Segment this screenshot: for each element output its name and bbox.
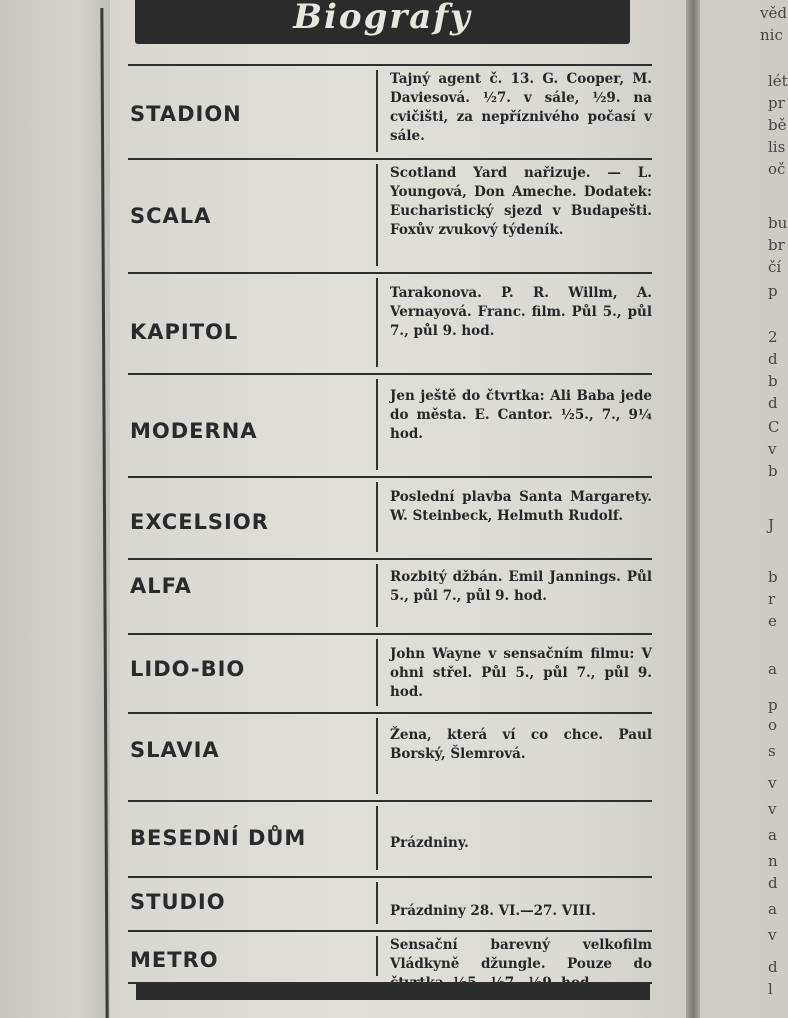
column-divider bbox=[376, 278, 378, 367]
adjacent-page-text: věd bbox=[760, 4, 787, 22]
adjacent-page-text: l bbox=[768, 980, 773, 998]
adjacent-page-text: s bbox=[768, 742, 776, 760]
footer-rule bbox=[136, 984, 650, 1000]
adjacent-page-text: a bbox=[768, 660, 777, 678]
program-text: Tajný agent č. 13. G. Cooper, M. Daviesová. ½7. v sále, ½9. na cvičišti, za nepříznivého počasí v sále. bbox=[390, 71, 652, 144]
adjacent-page-text: o bbox=[768, 716, 778, 734]
cinema-row bbox=[126, 558, 654, 633]
cinema-name: STADION bbox=[130, 102, 242, 126]
column-divider bbox=[376, 718, 378, 794]
column-divider bbox=[376, 639, 378, 706]
adjacent-page-text: bě bbox=[768, 116, 787, 134]
adjacent-page-text: pr bbox=[768, 94, 785, 112]
column-divider bbox=[376, 936, 378, 976]
cinema-name: SLAVIA bbox=[130, 738, 220, 762]
adjacent-page-text: a bbox=[768, 826, 777, 844]
cinema-name: MODERNA bbox=[130, 419, 258, 443]
cinema-row bbox=[126, 800, 654, 876]
adjacent-page-text: bu bbox=[768, 214, 788, 232]
cinema-row bbox=[126, 272, 654, 373]
cinema-name: KAPITOL bbox=[130, 320, 239, 344]
cinema-name: BESEDNÍ DŮM bbox=[130, 826, 307, 850]
adjacent-page-text: 2 bbox=[768, 328, 778, 346]
program-text: John Wayne v sensačním filmu: V ohni střel. Půl 5., půl 7., půl 9. hod. bbox=[390, 646, 652, 700]
column-divider bbox=[376, 882, 378, 924]
adjacent-page-text: n bbox=[768, 852, 778, 870]
adjacent-page-text: d bbox=[768, 350, 778, 368]
adjacent-page-text: a bbox=[768, 900, 777, 918]
program-text: Prázdniny 28. VI.—27. VIII. bbox=[390, 903, 596, 919]
adjacent-page-text: d bbox=[768, 958, 778, 976]
adjacent-page-text: br bbox=[768, 236, 785, 254]
cinema-name: ALFA bbox=[130, 574, 192, 598]
column-divider bbox=[376, 482, 378, 552]
adjacent-page-text: nic bbox=[760, 26, 783, 44]
cinema-row bbox=[126, 64, 654, 158]
adjacent-page-text: lis bbox=[768, 138, 786, 156]
page-gutter bbox=[686, 0, 700, 1018]
cinema-row bbox=[126, 633, 654, 712]
cinema-row bbox=[126, 712, 654, 800]
program-text: Jen ještě do čtvrtka: Ali Baba jede do města. E. Cantor. ½5., 7., 9¼ hod. bbox=[390, 388, 652, 442]
adjacent-page-text: čí bbox=[768, 258, 782, 276]
cinema-row bbox=[126, 373, 654, 476]
section-header-bar bbox=[135, 0, 630, 44]
adjacent-page-text: v bbox=[768, 926, 777, 944]
cinema-row bbox=[126, 158, 654, 272]
left-page-margin bbox=[0, 0, 110, 1018]
adjacent-page-text: lét bbox=[768, 72, 788, 90]
adjacent-page-text: p bbox=[768, 696, 778, 714]
cinema-row bbox=[126, 930, 654, 982]
cinema-name: SCALA bbox=[130, 204, 212, 228]
cinema-row bbox=[126, 876, 654, 930]
program-text: Žena, která ví co chce. Paul Borský, Šlemrová. bbox=[390, 727, 652, 762]
program-text: Prázdniny. bbox=[390, 835, 469, 851]
column-divider bbox=[376, 164, 378, 266]
adjacent-page-text: r bbox=[768, 590, 776, 608]
adjacent-page-text: v bbox=[768, 774, 777, 792]
adjacent-page-text: b bbox=[768, 568, 778, 586]
adjacent-page-text: e bbox=[768, 612, 777, 630]
program-text: Tarakonova. P. R. Willm, A. Vernayová. Franc. film. Půl 5., půl 7., půl 9. hod. bbox=[390, 285, 652, 339]
cinema-name: LIDO-BIO bbox=[130, 657, 246, 681]
adjacent-page-text: v bbox=[768, 800, 777, 818]
program-text: Rozbitý džbán. Emil Jannings. Půl 5., půl 7., půl 9. hod. bbox=[390, 569, 652, 604]
section-title: Biografy bbox=[293, 0, 472, 37]
cinema-name: EXCELSIOR bbox=[130, 510, 269, 534]
program-text: Sensační barevný velkofilm Vládkyně džungle. Pouze do bbox=[390, 937, 652, 972]
program-text: Poslední plavba Santa Margarety. W. Steinbeck, Helmuth Rudolf. bbox=[390, 489, 652, 524]
adjacent-page-text: v bbox=[768, 440, 777, 458]
column-divider bbox=[376, 806, 378, 870]
adjacent-page-text: C bbox=[768, 418, 780, 436]
adjacent-page-text: J bbox=[768, 516, 775, 534]
column-divider bbox=[376, 70, 378, 152]
cinema-row bbox=[126, 476, 654, 558]
adjacent-page-text: b bbox=[768, 372, 778, 390]
adjacent-page-text: oč bbox=[768, 160, 786, 178]
cinema-name: METRO bbox=[130, 948, 219, 972]
column-divider bbox=[376, 564, 378, 627]
adjacent-page-text: d bbox=[768, 394, 778, 412]
cinema-name: STUDIO bbox=[130, 890, 226, 914]
adjacent-page-text: d bbox=[768, 874, 778, 892]
adjacent-page-text: b bbox=[768, 462, 778, 480]
program-text: Scotland Yard nařizuje. — L. Youngová, Don Ameche. Dodatek: Eucharistický sjezd v Budapešti. Foxův zvukový týdeník. bbox=[390, 165, 652, 238]
adjacent-page-text: p bbox=[768, 282, 778, 300]
right-page-fragment bbox=[700, 0, 788, 1018]
column-divider bbox=[376, 379, 378, 470]
